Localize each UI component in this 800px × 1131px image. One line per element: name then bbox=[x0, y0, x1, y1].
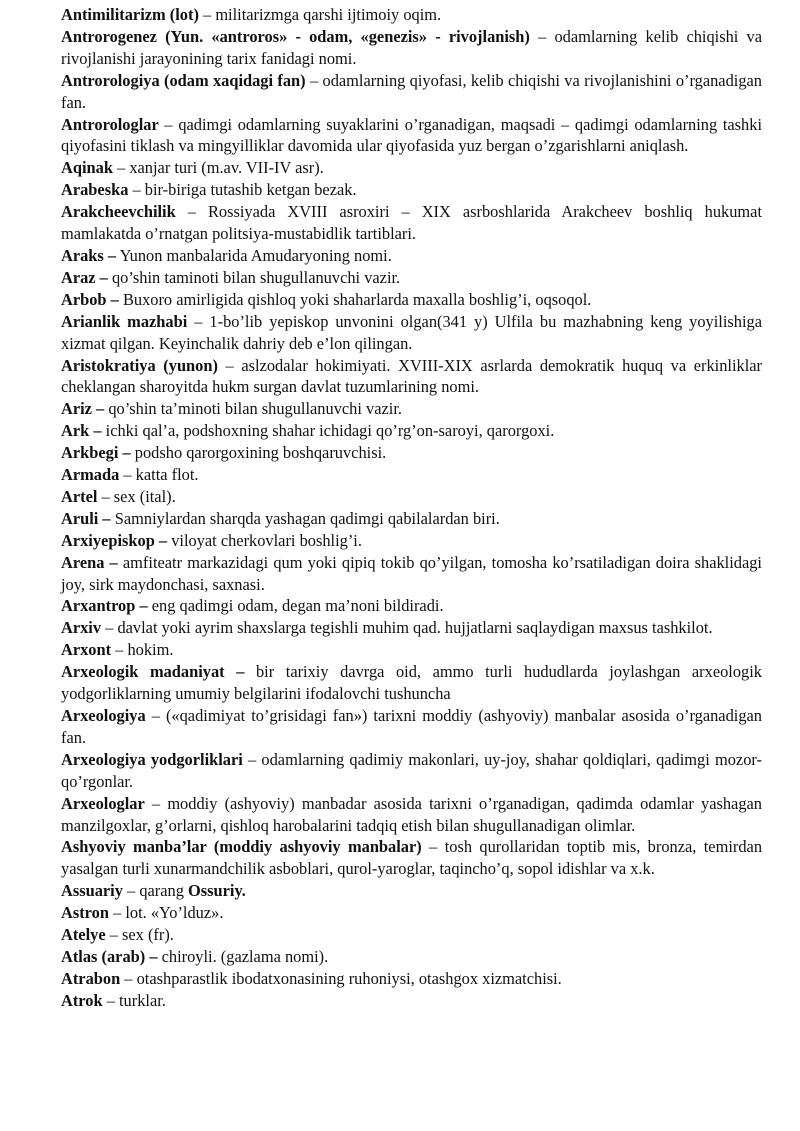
glossary-entry bbox=[61, 267, 762, 289]
entry-term: Aqinak bbox=[61, 158, 113, 178]
glossary-page bbox=[61, 4, 779, 1012]
entry-definition: Buxoro amirligida qishloq yoki shaharlarda maxalla boshlig’i, oqsoqol. bbox=[122, 289, 592, 309]
entry-definition: hokim. bbox=[127, 640, 174, 660]
entry-separator: – bbox=[187, 311, 210, 331]
entry-separator: – bbox=[97, 486, 114, 506]
entry-separator: – bbox=[421, 837, 445, 857]
entry-term: Atelye bbox=[61, 925, 106, 945]
entry-separator: – bbox=[102, 990, 119, 1010]
entry-term: Atrok bbox=[61, 990, 103, 1010]
glossary-entry bbox=[61, 179, 762, 201]
entry-term: Antrorologlar bbox=[61, 114, 159, 134]
entry-definition: viloyat cherkovlari boshlig’i. bbox=[171, 530, 362, 550]
entry-separator: – bbox=[145, 706, 166, 725]
entry-definition: odamlarning qadimiy makonlari, uy-joy, shahar qoldiqlari, qadimgi mozor-qo’rgonlar. bbox=[61, 749, 762, 791]
entry-term: Ariz – bbox=[61, 399, 105, 419]
entry-separator: – bbox=[120, 968, 137, 988]
entry-definition: eng qadimgi odam, degan ma’noni bildiradi. bbox=[151, 596, 444, 616]
entry-term: Assuariy bbox=[61, 881, 123, 901]
entry-separator: – bbox=[122, 881, 140, 901]
entry-term: Araks – bbox=[61, 245, 117, 265]
entry-definition: davlat yoki ayrim shaxslarga tegishli muhim qad. hujjatlarni saqlaydigan maxsus tashkilot. bbox=[117, 618, 713, 638]
entry-definition: Samniylardan sharqda yashagan qadimgi qabilalardan biri. bbox=[114, 508, 500, 528]
entry-term: Arxont bbox=[61, 640, 112, 660]
entry-cross-reference: Ossuriy. bbox=[188, 881, 246, 901]
entry-term: Arbob – bbox=[61, 289, 119, 309]
entry-definition: lot. «Yo’lduz». bbox=[125, 903, 224, 923]
glossary-entry bbox=[61, 114, 762, 158]
entry-definition: sex (ital). bbox=[113, 486, 176, 506]
entry-term: Arxantrop – bbox=[61, 596, 148, 616]
entry-definition: qo’shin ta’minoti bilan shugullanuvchi vazir. bbox=[108, 399, 402, 419]
glossary-entry bbox=[61, 201, 779, 245]
entry-term: Ashyoviy manba’lar (moddiy ashyoviy manbalar) bbox=[61, 837, 422, 857]
entry-separator: – bbox=[112, 158, 130, 178]
entry-separator bbox=[244, 662, 256, 681]
entry-term: Araz – bbox=[61, 267, 108, 287]
glossary-entry bbox=[61, 552, 762, 596]
entry-definition: qarang bbox=[139, 881, 189, 901]
glossary-entry bbox=[61, 968, 762, 990]
entry-definition: bir-biriga tutashib ketgan bezak. bbox=[144, 180, 357, 200]
glossary-entry bbox=[61, 617, 762, 639]
entry-definition: xanjar turi (m.av. VII-IV asr). bbox=[129, 158, 324, 178]
entry-separator: – bbox=[108, 903, 126, 923]
entry-term: Arianlik mazhabi bbox=[61, 311, 188, 331]
glossary-entry bbox=[61, 880, 762, 902]
entry-separator: – bbox=[305, 70, 323, 90]
entry-definition: militarizmga qarshi ijtimoiy oqim. bbox=[215, 5, 442, 24]
entry-term: Arxiv bbox=[61, 618, 102, 638]
entry-definition: katta flot. bbox=[135, 465, 199, 485]
entry-definition: 1-bo’lib yepiskop unvonini olgan(341 y) Ulfila bu mazhabning keng yoyilishiga xizmat qilgan. Keyinchalik dahriy deb e’lon qilingan. bbox=[61, 311, 762, 353]
glossary-entry bbox=[61, 420, 762, 442]
entry-term: Antrorologiya (odam xaqidagi fan) bbox=[61, 70, 306, 90]
entry-definition: bir tarixiy davrga oid, ammo turli hududlarda joylashgan arxeologik yodgorliklarning umumiy belgilarini ifodalovchi tushuncha bbox=[61, 662, 762, 704]
entry-term: Arabeska bbox=[61, 180, 129, 200]
entry-term: Arkbegi – bbox=[61, 443, 131, 463]
glossary-entry bbox=[61, 4, 762, 26]
entry-term: Artel bbox=[61, 486, 98, 506]
entry-term: Arxeologiya yodgorliklari bbox=[61, 749, 243, 769]
entry-separator: – bbox=[101, 618, 118, 638]
glossary-entry bbox=[61, 639, 762, 661]
glossary-entry bbox=[61, 705, 762, 749]
entry-separator: – bbox=[158, 114, 179, 134]
entry-definition: podsho qarorgoxining boshqaruvchisi. bbox=[134, 443, 387, 463]
glossary-entry bbox=[61, 486, 762, 508]
entry-term: Ark – bbox=[61, 421, 102, 441]
entry-term: Arxeologlar bbox=[61, 793, 145, 813]
entry-definition: turklar. bbox=[118, 990, 166, 1010]
entry-definition: sex (fr). bbox=[122, 925, 174, 945]
entry-term: Arxeologiya bbox=[61, 706, 146, 725]
glossary-entry bbox=[61, 990, 762, 1012]
glossary-entry bbox=[61, 595, 762, 617]
glossary-entry bbox=[61, 793, 762, 837]
entry-separator: – bbox=[128, 180, 145, 200]
entry-definition: odamlarning kelib chiqishi va rivojlanishi jarayonining tarix fanidagi nomi. bbox=[61, 26, 763, 68]
entry-separator: – bbox=[242, 749, 262, 769]
entry-term: Armada bbox=[61, 465, 120, 485]
entry-definition: Rossiyada XVIII asroxiri – XIX asrboshlarida Arakcheev boshliq hukumat mamlakatda o’rnatgan politsiya-mustabidlik tartiblari. bbox=[61, 202, 779, 244]
entry-term: Antimilitarizm (lot) bbox=[61, 5, 199, 24]
entry-term: Atlas (arab) – bbox=[61, 946, 158, 966]
entry-definition: Yunon manbalarida Amudaryoning nomi. bbox=[119, 245, 392, 265]
glossary-entry bbox=[61, 530, 762, 552]
entry-separator: – bbox=[217, 355, 242, 375]
entry-separator: – bbox=[119, 465, 136, 485]
glossary-entry bbox=[61, 157, 762, 179]
entry-definition: («qadimiyat to’grisidagi fan») tarixni moddiy (ashyoviy) manbalar asosida o’rganadigan fan. bbox=[61, 706, 763, 747]
glossary-entry bbox=[61, 245, 762, 267]
glossary-entry bbox=[61, 289, 762, 311]
entry-separator: – bbox=[198, 5, 216, 24]
entry-definition: chiroyli. (gazlama nomi). bbox=[161, 946, 329, 966]
entry-definition: otashparastlik ibodatxonasining ruhoniysi, otashgox xizmatchisi. bbox=[136, 968, 562, 988]
entry-term: Antrorogenez (Yun. «antroros» - odam, «genezis» - rivojlanish) bbox=[61, 26, 530, 46]
entry-separator: – bbox=[111, 640, 128, 660]
entry-separator: – bbox=[175, 202, 208, 222]
glossary-entry bbox=[61, 311, 762, 355]
glossary-entry bbox=[61, 464, 762, 486]
glossary-entry bbox=[61, 442, 762, 464]
entry-separator: – bbox=[105, 925, 122, 945]
entry-separator: – bbox=[529, 26, 555, 46]
glossary-entry bbox=[61, 508, 762, 530]
glossary-entry bbox=[61, 398, 762, 420]
glossary-entry bbox=[61, 26, 762, 70]
entry-term: Aruli – bbox=[61, 508, 111, 528]
entry-term: Arakcheevchilik bbox=[61, 202, 176, 222]
glossary-entry bbox=[61, 661, 762, 705]
glossary-entry bbox=[61, 70, 762, 114]
entry-term: Arxiyepiskop – bbox=[61, 530, 168, 550]
entry-definition: tosh qurollaridan toptib mis, bronza, temirdan yasalgan turli xunarmandchilik asboblari, qurol-yaroglar, taqincho’q, sopol idishlar va x.k. bbox=[61, 837, 763, 879]
entry-definition: moddiy (ashyoviy) manbadar asosida tarixni o’rganadigan, qadimda odamlar yashagan manzilgoxlar, g’orlarni, qishloq harobalarini tadqiq etish bilan shugullanadigan olimlar. bbox=[61, 793, 763, 835]
entry-term: Arena – bbox=[61, 552, 118, 572]
entry-separator: – bbox=[144, 793, 168, 813]
entry-definition: amfiteatr markazidagi qum yoki qipiq tokib qo’yilgan, tomosha ko’rsatiladigan doira shaklidagi joy, sirk maydonchasi, saxnasi. bbox=[61, 552, 762, 594]
entry-definition: aslzodalar hokimiyati. XVIII-XIX asrlarda demokratik huquq va erkinliklar cheklangan sharoyitda hukm surgan davlat tuzumlarining nomi. bbox=[61, 355, 762, 397]
glossary-entry bbox=[61, 749, 762, 793]
glossary-entry bbox=[61, 946, 762, 968]
entry-definition: ichki qal’a, podshoxning shahar ichidagi qo’rg’on-saroyi, qarorgoxi. bbox=[105, 421, 555, 441]
glossary-entry bbox=[61, 836, 762, 880]
entry-definition: odamlarning qiyofasi, kelib chiqishi va rivojlanishini o’rganadigan fan. bbox=[61, 70, 762, 112]
glossary-entry bbox=[61, 924, 762, 946]
entry-term: Astron bbox=[61, 903, 109, 923]
glossary-entry bbox=[61, 902, 762, 924]
glossary-entry bbox=[61, 355, 762, 399]
entry-definition: qo’shin taminoti bilan shugullanuvchi vazir. bbox=[111, 267, 401, 287]
entry-term: Aristokratiya (yunon) bbox=[61, 355, 218, 375]
entry-term: Atrabon bbox=[61, 968, 121, 988]
entry-definition: qadimgi odamlarning suyaklarini o’rganadigan, maqsadi – qadimgi odamlarning tashki qiyofasini tiklash va mingyilliklar davomida ular qiyofasida yuz bergan o’zgarishlarni aniqlash. bbox=[61, 114, 763, 156]
entry-term: Arxeologik madaniyat – bbox=[61, 662, 245, 682]
